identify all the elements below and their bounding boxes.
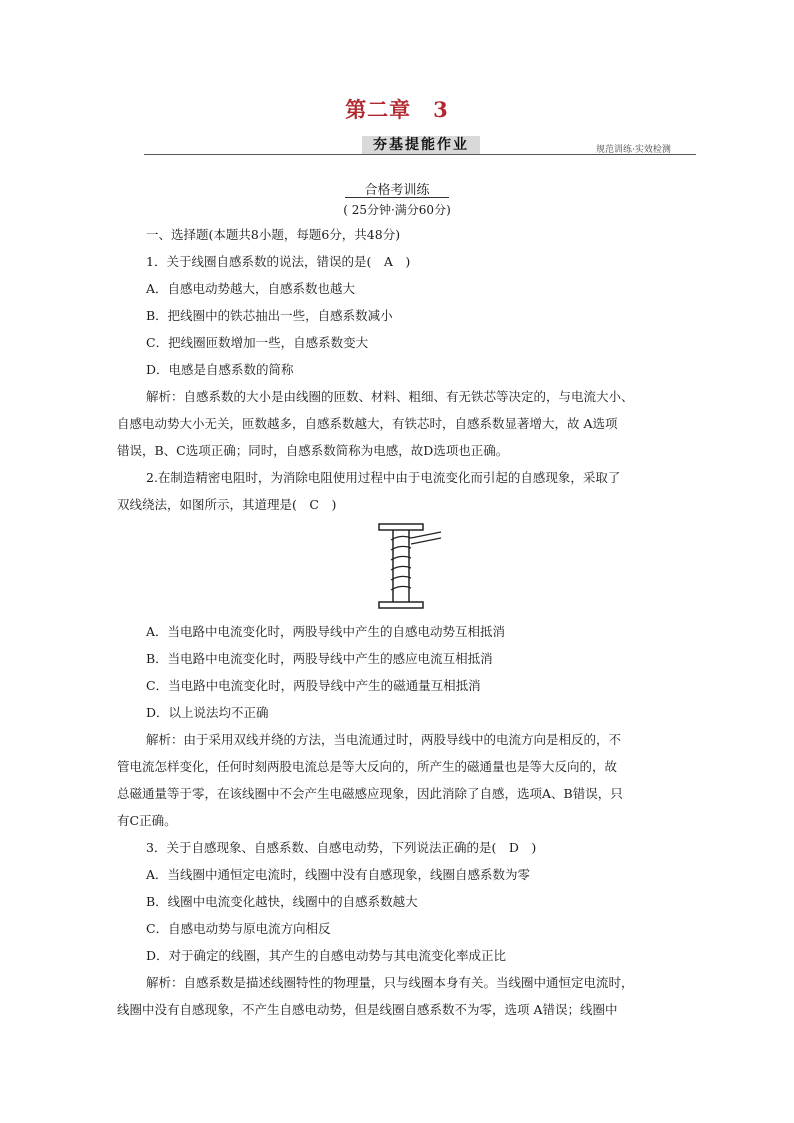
q2-explanation-line: 总磁通量等于零，在该线圈中不会产生电磁感应现象，因此消除了自感，选项A、B错误，只 [117,786,623,801]
question-2-cont: 双线绕法，如图所示，其道理是( C ) [117,497,337,512]
section-title: 合格考训练 [364,183,430,198]
chapter-title: 第二章 3 [345,97,449,122]
q2-option-b: B．当电路中电流变化时，两股导线中产生的感应电流互相抵消 [146,651,493,666]
q3-option-c: C．自感电动势与原电流方向相反 [146,921,331,936]
q3-explanation-line: 解析：自感系数是描述线圈特性的物理量，只与线圈本身有关。当线圈中通恒定电流时， [146,975,634,990]
q1-option-d: D．电感是自感系数的简称 [146,362,294,377]
q1-explanation-line: 错误，B、C选项正确；同时，自感系数简称为电感，故D选项也正确。 [117,443,509,458]
header-tagline: 规范训练·实效检测 [596,145,671,155]
section-divider [345,197,449,198]
q3-explanation-line: 线圈中没有自感现象，不产生自感电动势，但是线圈自感系数不为零，选项 A错误；线圈中 [117,1002,618,1017]
q1-option-a: A．自感电动势越大，自感系数也越大 [146,281,356,296]
q1-explanation-line: 解析：自感系数的大小是由线圈的匝数、材料、粗细、有无铁芯等决定的，与电流大小、 [146,389,634,404]
q1-explanation-line: 自感电动势大小无关，匝数越多，自感系数越大，有铁芯时，自感系数显著增大，故 A选项 [117,416,618,431]
q2-option-c: C．当电路中电流变化时，两股导线中产生的磁通量互相抵消 [146,678,481,693]
time-score-info: ( 25分钟·满分60分) [343,203,451,217]
question-3: 3．关于自感现象、自感系数、自感电动势，下列说法正确的是( D ) [146,840,537,855]
q1-option-c: C．把线圈匝数增加一些，自感系数变大 [146,335,369,350]
question-2: 2.在制造精密电阻时，为消除电阻使用过程中由于电流变化而引起的自感现象，采取了 [146,470,621,485]
q3-option-b: B．线圈中电流变化越快，线圈中的自感系数越大 [146,894,418,909]
q2-explanation-line: 有C正确。 [117,813,177,828]
q2-option-d: D．以上说法均不正确 [146,705,269,720]
q2-explanation-line: 解析：由于采用双线并绕的方法，当电流通过时，两股导线中的电流方向是相反的，不 [146,732,622,747]
homework-badge: 夯基提能作业 [362,136,480,154]
q3-option-a: A．当线圈中通恒定电流时，线圈中没有自感现象，线圈自感系数为零 [146,867,531,882]
question-1: 1．关于线圈自感系数的说法，错误的是( A ) [146,254,411,269]
q3-option-d: D．对于确定的线圈，其产生的自感电动势与其电流变化率成正比 [146,948,507,963]
q2-explanation-line: 管电流怎样变化，任何时刻两股电流总是等大反向的，所产生的磁通量也是等大反向的，故 [117,759,618,774]
q1-option-b: B．把线圈中的铁芯抽出一些，自感系数减小 [146,308,393,323]
q2-option-a: A．当电路中电流变化时，两股导线中产生的自感电动势互相抵消 [146,624,506,639]
instruction-line: 一、选择题(本题共8小题，每题6分，共48分) [146,227,401,242]
double-wound-coil-figure [375,522,445,612]
